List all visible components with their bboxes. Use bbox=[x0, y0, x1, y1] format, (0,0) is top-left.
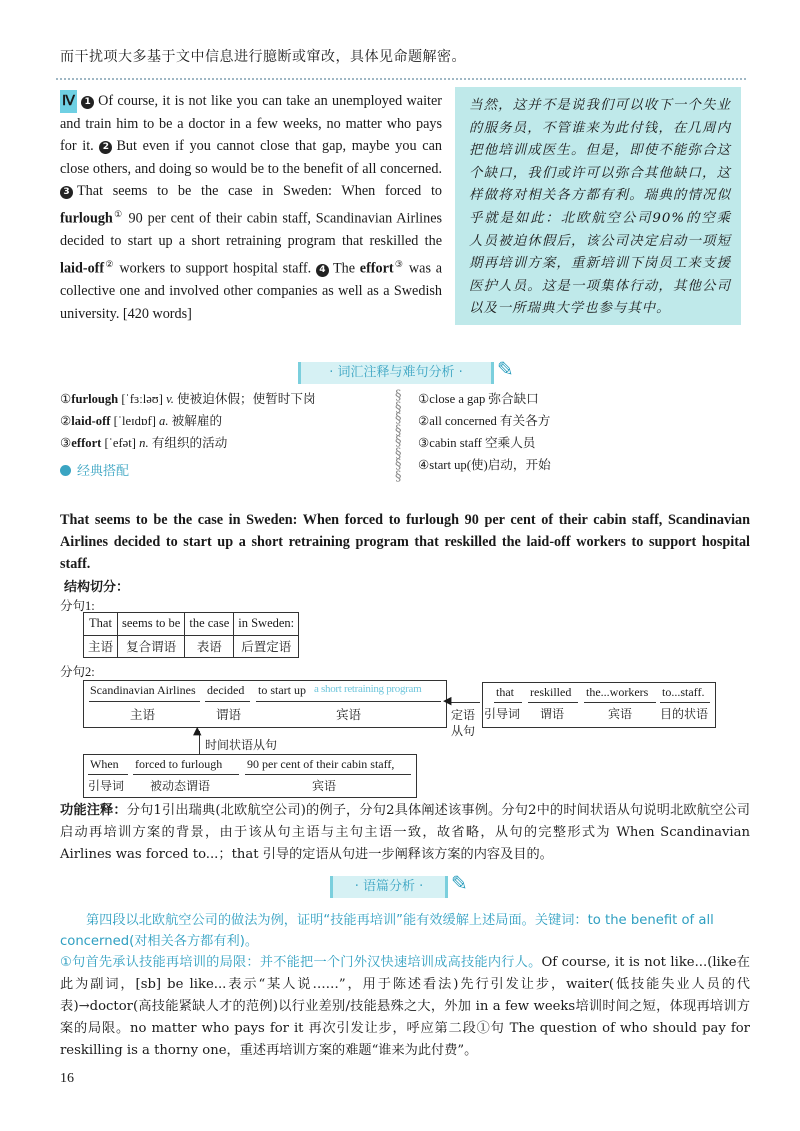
vocab-pos: a. bbox=[159, 414, 169, 428]
arrow-up-icon: ▲ bbox=[193, 724, 202, 737]
main-role-subject: 主语 bbox=[130, 707, 156, 722]
clause1-role: 主语 bbox=[88, 639, 114, 655]
paragraph-marker: Ⅳ bbox=[60, 90, 77, 113]
keyword-effort: effort bbox=[359, 260, 394, 277]
attr-word: reskilled bbox=[530, 685, 572, 699]
main-role-verb: 谓语 bbox=[216, 707, 242, 722]
attr-word: that bbox=[496, 685, 514, 699]
attr-word: to...staff. bbox=[662, 685, 705, 699]
attr-role: 谓语 bbox=[540, 707, 565, 721]
time-word: When bbox=[90, 757, 119, 771]
vocab-banner-title: · 词汇注释与难句分析 · bbox=[329, 365, 463, 380]
keyword-furlough: furlough bbox=[60, 210, 113, 227]
attr-role: 引导词 bbox=[484, 707, 521, 721]
vocab-banner bbox=[298, 357, 514, 384]
sentence-number-3: 3 bbox=[60, 186, 73, 199]
vocab-item bbox=[60, 410, 390, 432]
clause1-role: 复合谓语 bbox=[118, 635, 185, 658]
sentence-4-part-b: was a collective one and involved other companies as well as a Swedish university. [420 words] bbox=[60, 260, 443, 322]
arrow-left-icon: ◀ bbox=[443, 694, 452, 707]
clause1-word: the case bbox=[185, 613, 234, 636]
underline bbox=[660, 702, 710, 703]
page-number: 16 bbox=[60, 1071, 74, 1086]
key-sentence: That seems to be the case in Sweden: When forced to furlough 90 per cent of their cabin staff, Scandinavian Airlines decided to start up a short retraining program that reskilled the laid-off workers to support hospital staff. bbox=[60, 512, 750, 572]
dotted-divider bbox=[56, 78, 746, 80]
main-verb: decided bbox=[207, 683, 245, 697]
top-line: 而干扰项大多基于文中信息进行臆断或窜改，具体见命题解密。 bbox=[60, 49, 466, 65]
classic-heading bbox=[60, 460, 129, 479]
main-object-noun: a short retraining program bbox=[314, 683, 422, 695]
clause1-label: 分句1: bbox=[60, 599, 95, 613]
sentence-number-2: 2 bbox=[99, 141, 112, 154]
analysis-body-text: Of course, it is not like...(like在此为副词，[sb] be like...表示“某人说……”，用于陈述看法)先行引发让步，waiter(低技能失业人员的代表)→doctor(高技能紧缺人才的范例)以行业差别/技能悬殊之大，外加 in a few weeks培训时间之短，体现再培训方案的局限。no matter who pays for it 再次引发让步，呼应第二段①句 The question of who should pay for reskilling is a thorny one，重述再培训方案的难题“谁来为此付费”。 bbox=[60, 955, 750, 1058]
vocab-item bbox=[60, 388, 390, 410]
sentence-number-1: 1 bbox=[81, 96, 94, 109]
underline bbox=[494, 702, 522, 703]
attr-clause-label-2: 从句 bbox=[451, 724, 476, 738]
main-role-object: 宾语 bbox=[336, 707, 362, 722]
phrase-item: ②all concerned 有关各方 bbox=[418, 414, 551, 428]
vocab-list-right bbox=[418, 388, 748, 476]
function-text: 分句1引出瑞典(北欧航空公司)的例子，分句2具体阐述该事例。分句2中的时间状语从句说明北欧航空公司启动再培训方案的背景，由于该从句主语与主句主语一致，故省略，从句的完整形式为 When Scandinavian Airlines was forced to...；that 引导的定语从句进一步阐释该方案的内容及目的。 bbox=[60, 803, 750, 862]
vocab-list-left bbox=[60, 388, 390, 454]
time-role: 引导词 bbox=[88, 779, 125, 793]
vocab-pos: n. bbox=[139, 436, 149, 450]
clause1-table bbox=[83, 612, 299, 658]
analysis-summary-text: 第四段以北欧航空公司的做法为例，证明“技能再培训”能有效缓解上述局面。关键词：to the benefit of all concerned(对相关各方都有利)。 bbox=[60, 913, 714, 949]
analysis-banner-title: · 语篇分析 · bbox=[354, 879, 424, 894]
underline bbox=[245, 774, 411, 775]
main-object-verb: to start up bbox=[258, 683, 306, 697]
footnote-1: ① bbox=[112, 208, 124, 219]
vocab-def: 被解雇的 bbox=[171, 414, 223, 428]
squiggle-divider: § § § § § § § § bbox=[395, 388, 402, 484]
main-subject: Scandinavian Airlines bbox=[90, 683, 196, 697]
sentence-number-4: 4 bbox=[316, 264, 329, 277]
attr-role: 目的状语 bbox=[660, 707, 709, 721]
footnote-2: ② bbox=[104, 258, 115, 269]
sentence-2: But even if you cannot close that gap, maybe you can close others, and doing so would be to the benefit of all concerned. bbox=[60, 138, 442, 177]
clause1-role: 表语 bbox=[185, 635, 234, 658]
clause1-role: 后置定语 bbox=[234, 635, 299, 658]
english-passage bbox=[60, 90, 442, 325]
analysis-banner bbox=[330, 871, 468, 898]
translation-box bbox=[455, 87, 741, 325]
underline bbox=[256, 701, 441, 702]
vocab-word: laid-off bbox=[71, 414, 111, 428]
phrase-item: ①close a gap 弥合缺口 bbox=[418, 392, 539, 406]
arrow-line bbox=[447, 702, 480, 703]
phrase-item: ④start up(使)启动，开始 bbox=[418, 458, 551, 472]
time-word: forced to furlough bbox=[135, 757, 223, 771]
vocab-num: ② bbox=[60, 414, 72, 428]
attr-clause-label-1: 定语 bbox=[451, 708, 476, 722]
underline bbox=[205, 701, 250, 702]
vocab-word: furlough bbox=[71, 392, 119, 406]
underline bbox=[133, 774, 239, 775]
clause1-word: seems to be bbox=[118, 613, 185, 636]
structure-title: 结构切分： bbox=[64, 580, 130, 595]
attr-word: the...workers bbox=[586, 685, 649, 699]
underline bbox=[528, 702, 578, 703]
clause1-word: That bbox=[84, 613, 118, 636]
vocab-num: ① bbox=[60, 392, 72, 406]
analysis-body bbox=[60, 952, 750, 1062]
function-label: 功能注释： bbox=[60, 803, 127, 818]
sentence-3-part-a: That seems to be the case in Sweden: When forced to bbox=[77, 183, 442, 200]
footnote-3: ③ bbox=[393, 258, 405, 269]
bullet-icon bbox=[60, 465, 71, 476]
sentence-4-part-a: The bbox=[332, 260, 355, 277]
vocab-word: effort bbox=[71, 436, 102, 450]
sentence-1: Of course, it is not like you can take an unemployed waiter and train him to be a doctor in a few weeks, no matter who pays for it. bbox=[60, 93, 442, 155]
vocab-def: 有组织的活动 bbox=[151, 436, 228, 450]
keyword-laid-off: laid-off bbox=[60, 260, 105, 277]
vocab-pron: [ˈefət] bbox=[104, 436, 136, 450]
attr-role: 宾语 bbox=[608, 707, 633, 721]
time-role: 被动态谓语 bbox=[150, 779, 211, 793]
analysis-summary bbox=[60, 910, 750, 952]
underline bbox=[584, 702, 656, 703]
pen-icon: ✎ bbox=[497, 357, 514, 381]
classic-heading-text: 经典搭配 bbox=[77, 464, 130, 479]
underline bbox=[89, 701, 200, 702]
time-word: 90 per cent of their cabin staff, bbox=[247, 757, 395, 771]
pen-icon: ✎ bbox=[451, 871, 468, 895]
vocab-num: ③ bbox=[60, 436, 72, 450]
vocab-pron: [ˈleɪdɒf] bbox=[113, 414, 156, 428]
underline bbox=[88, 774, 128, 775]
function-note bbox=[60, 800, 750, 866]
sentence-3-part-c: workers to support hospital staff. bbox=[119, 260, 312, 277]
vocab-pron: [ˈfɜːləʊ] bbox=[121, 392, 163, 406]
vocab-item bbox=[60, 432, 390, 454]
vocab-pos: v. bbox=[166, 392, 174, 406]
translation-text: 当然，这并不是说我们可以收下一个失业的服务员，不管谁来为此付钱，在几周内把他培训成医生。但是，即使不能弥合这个缺口，我们或许可以弥合其他缺口，这样做将对相关各方都有利。瑞典的情况似乎就是如此：北欧航空公司90%的空乘人员被迫休假后，该公司决定启动一项短期再培训方案，重新培训下岗员工来支援医护人员。这是一项集体行动，其他公司以及一所瑞典大学也参与其中。 bbox=[469, 98, 731, 317]
clause2-label: 分句2: bbox=[60, 665, 95, 679]
time-role: 宾语 bbox=[312, 779, 337, 793]
sentence-3-part-b: 90 per cent of their cabin staff, Scandinavian Airlines decided to start up a short retraining program that reskilled the bbox=[60, 210, 443, 250]
vocab-def: 使被迫休假；使暂时下岗 bbox=[177, 392, 316, 406]
phrase-item: ③cabin staff 空乘人员 bbox=[418, 436, 536, 450]
time-clause-label: 时间状语从句 bbox=[205, 738, 278, 752]
analysis-point-1: ①句首先承认技能再培训的局限：并不能把一个门外汉快速培训成高技能内行人。 bbox=[60, 955, 542, 970]
clause1-word: in Sweden: bbox=[234, 613, 299, 636]
